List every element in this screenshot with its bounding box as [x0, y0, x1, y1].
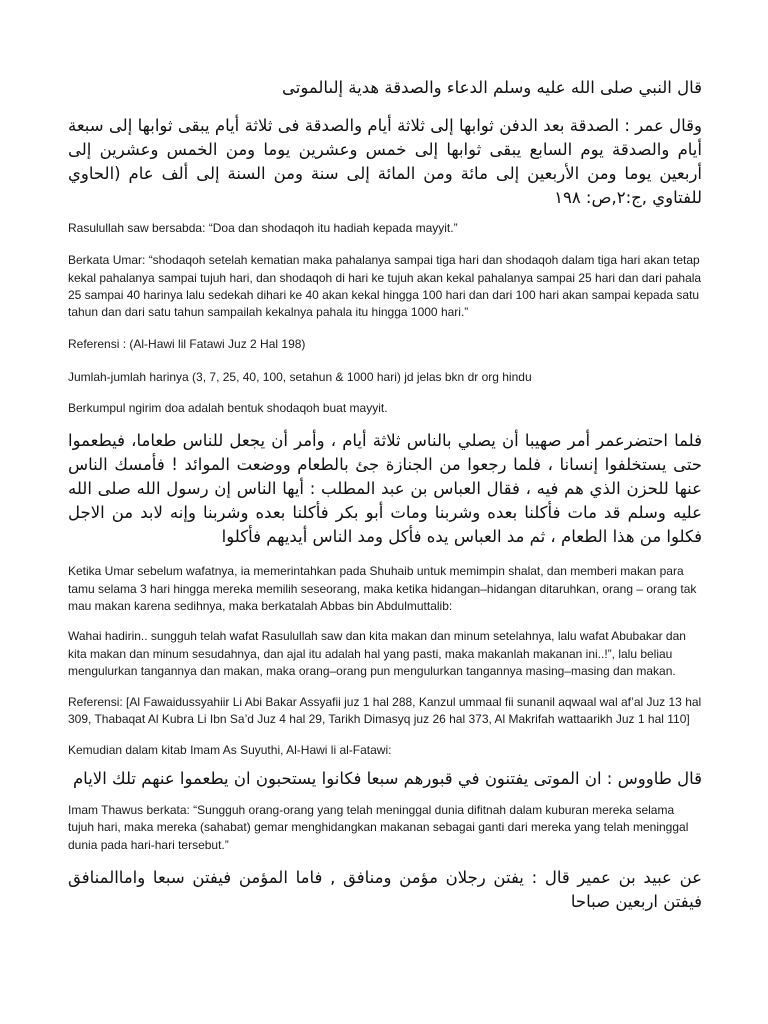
arabic-ubaid-quote	[68, 866, 702, 914]
arabic-hadith-line	[68, 76, 702, 100]
arabic-text: وقال عمر : الصدقة بعد الدفن ثوابها إلى ثلاثة أيام والصدقة فى ثلاثة أيام يبقى ثوابها إلى سبعة أيام والصدقة يوم السابع يبقى ثوابها إلى خمس وعشرين يوما ومن الخمس وعشرين إلى أربعين يوما ومن الأربعين إلى مائة ومن المائة إلى سنة ومن السنة إلى ألف عام (الحاوي للفتاوي ,ج:٢,ص: ١٩٨	[68, 116, 702, 207]
arabic-thawus-quote	[68, 767, 702, 791]
paragraph-suyuthi-intro: Kemudian dalam kitab Imam As Suyuthi, Al-Hawi li al-Fatawi:	[68, 742, 392, 757]
paragraph-gathering: Berkumpul ngirim doa adalah bentuk shodaqoh buat mayyit.	[68, 401, 388, 416]
paragraph-day-counts: Jumlah-jumlah harinya (3, 7, 25, 40, 100, setahun & 1000 hari) jd jelas bkn dr org hindu	[68, 369, 532, 384]
paragraph-thawus-translation: Imam Thawus berkata: “Sungguh orang-orang yang telah meninggal dunia difitnah dalam kuburan mereka selama tujuh hari, maka mereka (sahabat) gemar menghidangkan makanan sebagai ganti dari mereka yang telah meninggal dunia pada hari-hari tersebut.”	[68, 803, 689, 852]
paragraph-reference-1: Referensi : (Al-Hawi lil Fatawi Juz 2 Hal 198)	[68, 337, 306, 352]
paragraph-umar-translation: Berkata Umar: “shodaqoh setelah kematian maka pahalanya sampai tiga hari dan shodaqoh dalam tiga hari akan tetap kekal pahalanya sampai tujuh hari, dan shodaqoh di hari ke tujuh akan kekal pahalanya sampai 25 hari dan dari pahala 25 sampai 40 harinya lalu sedekah dihari ke 40 akan kekal hingga 100 hari dan dari 100 hari akan sampai kepada satu tahun dan dari satu tahun sampailah kekalnya pahala itu hingga 1000 hari.”	[68, 253, 702, 320]
arabic-text: عن عبيد بن عمير قال : يفتن رجلان مؤمن ومنافق , فاما المؤمن فيفتن سبعا واماالمنافق فيفتن اربعين صباحا	[68, 867, 702, 911]
arabic-umar-death-narration	[68, 429, 702, 549]
paragraph-umar-death-translation: Ketika Umar sebelum wafatnya, ia memerintahkan pada Shuhaib untuk memimpin shalat, dan memberi makan para tamu selama 3 hari hingga mereka memilih seseorang, maka ketika hidangan–hidangan ditaruhkan, orang – orang tak mau makan karena sedihnya, maka berkatalah Abbas bin Abdulmuttalib:	[68, 564, 697, 613]
paragraph-reference-2: Referensi: [Al Fawaidussyahiir Li Abi Bakar Assyafii juz 1 hal 288, Kanzul ummaal fii sunanil aqwaal wal af’al Juz 13 hal 309, Thabaqat Al Kubra Li Ibn Sa’d Juz 4 hal 29, Tarikh Dimasyq juz 26 hal 373, Al Makrifah wattaarikh Juz 1 hal 110]	[68, 695, 702, 727]
arabic-umar-quote	[68, 114, 702, 210]
arabic-text: فلما احتضرعمر أمر صهيبا أن يصلي بالناس ثلاثة أيام ، وأمر أن يجعل للناس طعاما، فيطعموا حتى يستخلفوا إنسانا ، فلما رجعوا من الجنازة جئ بالطعام ووضعت الموائد ! فأمسك الناس عنها للحزن الذي هم فيه ، فقال العباس بن عبد المطلب : أيها الناس إن رسول الله صلى الله عليه وسلم قد مات فأكلنا بعده وشربنا ومات أبو بكر فأكلنا بعده وشربنا وإنه لابد من الاجل فكلوا من هذا الطعام ، ثم مد العباس يده فأكل ومد الناس أيديهم فأكلوا	[68, 431, 702, 547]
paragraph-rasulullah: Rasulullah saw bersabda: “Doa dan shodaqoh itu hadiah kepada mayyit.”	[68, 221, 458, 235]
paragraph-abbas-speech: Wahai hadirin.. sungguh telah wafat Rasulullah saw dan kita makan dan minum setelahnya, lalu wafat Abubakar dan kita makan dan minum sesudahnya, dan ajal itu adalah hal yang pasti, maka makanlah makanan ini..!”, lalu beliau mengulurkan tangannya dan makan, maka orang–orang pun mengulurkan tangannya masing–masing dan makan.	[68, 629, 686, 678]
arabic-text: قال النبي صلى الله عليه وسلم الدعاء والصدقة هدية إلىالموتى	[282, 78, 702, 97]
arabic-text: قال طاووس : ان الموتى يفتنون في قبورهم سبعا فكانوا يستحبون ان يطعموا عنهم تلك الايام	[72, 769, 702, 789]
